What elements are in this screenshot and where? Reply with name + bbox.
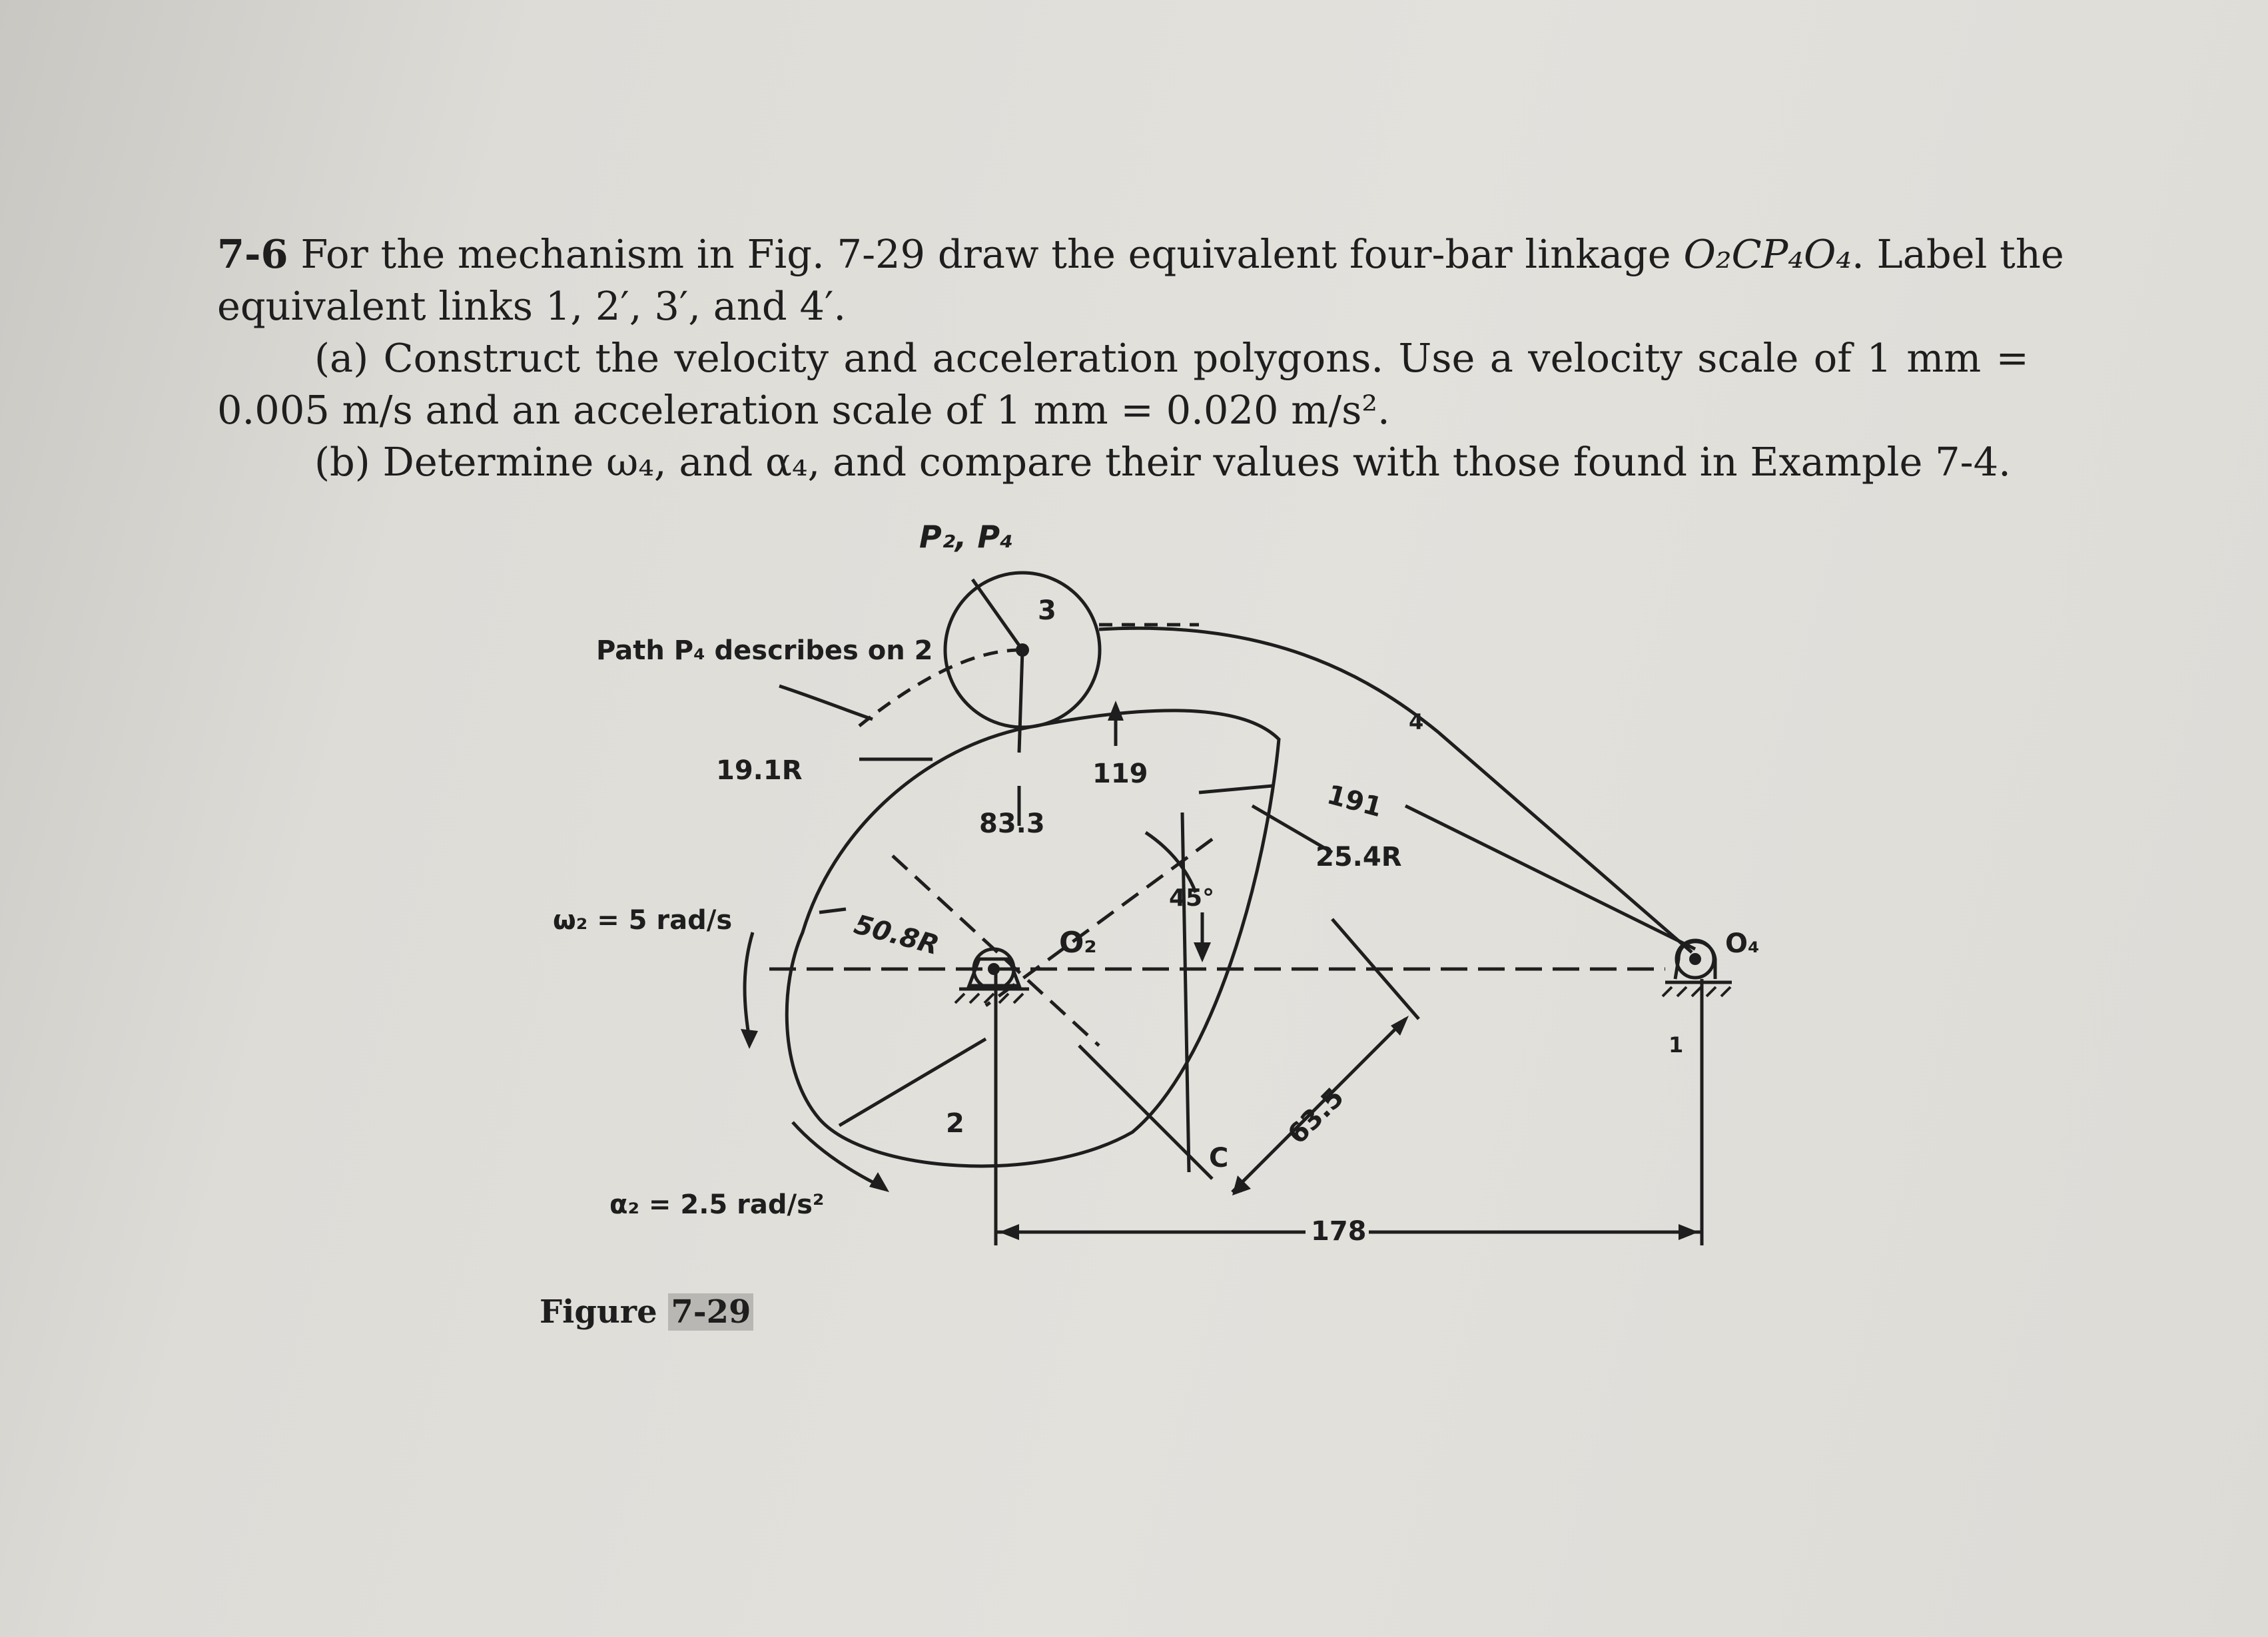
label-o4: O₄	[1725, 928, 1760, 959]
label-83-3: 83.3	[979, 809, 1045, 839]
label-link-3: 3	[1038, 595, 1056, 626]
problem-line-1-end: . Label the	[1852, 231, 2064, 277]
radius-25-4	[1199, 786, 1272, 793]
problem-line-2: equivalent links 1, 2′, 3′, and 4′.	[217, 283, 847, 329]
label-alpha2: α₂ = 2.5 rad/s²	[609, 1189, 825, 1220]
figure-caption	[540, 1293, 753, 1331]
label-path-note: Path P₄ describes on 2	[596, 635, 933, 666]
label-p2-p4: P₂, P₄	[919, 519, 1014, 555]
problem-line-1-text: For the mechanism in Fig. 7-29 draw the equivalent four-bar linkage	[288, 231, 1684, 277]
label-link-2: 2	[946, 1108, 964, 1139]
label-178: 178	[1311, 1216, 1367, 1247]
label-119: 119	[1092, 759, 1148, 789]
roller-vertical	[1019, 650, 1022, 753]
problem-part-a: (a) Construct the velocity and acceleration polygons. Use a velocity scale of 1 mm =	[314, 335, 2029, 381]
label-45-deg: 45°	[1169, 884, 1215, 912]
label-19-1r: 19.1R	[716, 755, 803, 786]
label-25-4r: 25.4R	[1316, 842, 1402, 872]
path-note-leader	[779, 686, 873, 719]
label-o2: O₂	[1059, 926, 1097, 960]
label-link-4: 4	[1409, 709, 1424, 735]
label-link-1: 1	[1669, 1032, 1684, 1058]
label-50-8r: 50.8R	[851, 909, 943, 962]
label-191: 191	[1323, 779, 1385, 824]
line-c-lower	[1079, 1046, 1212, 1179]
problem-part-a-cont: 0.005 m/s and an acceleration scale of 1 mm = 0.020 m/s².	[217, 387, 1390, 433]
problem-number: 7-6	[217, 231, 288, 277]
problem-part-b: (b) Determine ω₄, and α₄, and compare their values with those found in Example 7-4.	[314, 439, 2011, 485]
roller-radius	[972, 579, 1022, 650]
omega2-arrow	[745, 932, 753, 1039]
label-point-c: C	[1209, 1143, 1229, 1173]
figure-caption-label: Figure	[540, 1293, 657, 1331]
four-bar-formula: O₂CP₄O₄	[1683, 231, 1852, 277]
label-omega2: ω₂ = 5 rad/s	[553, 905, 733, 936]
figure-caption-number: 7-29	[668, 1293, 753, 1331]
label-63-5: 63.5	[1282, 1082, 1350, 1151]
radius-50-8	[819, 909, 846, 912]
